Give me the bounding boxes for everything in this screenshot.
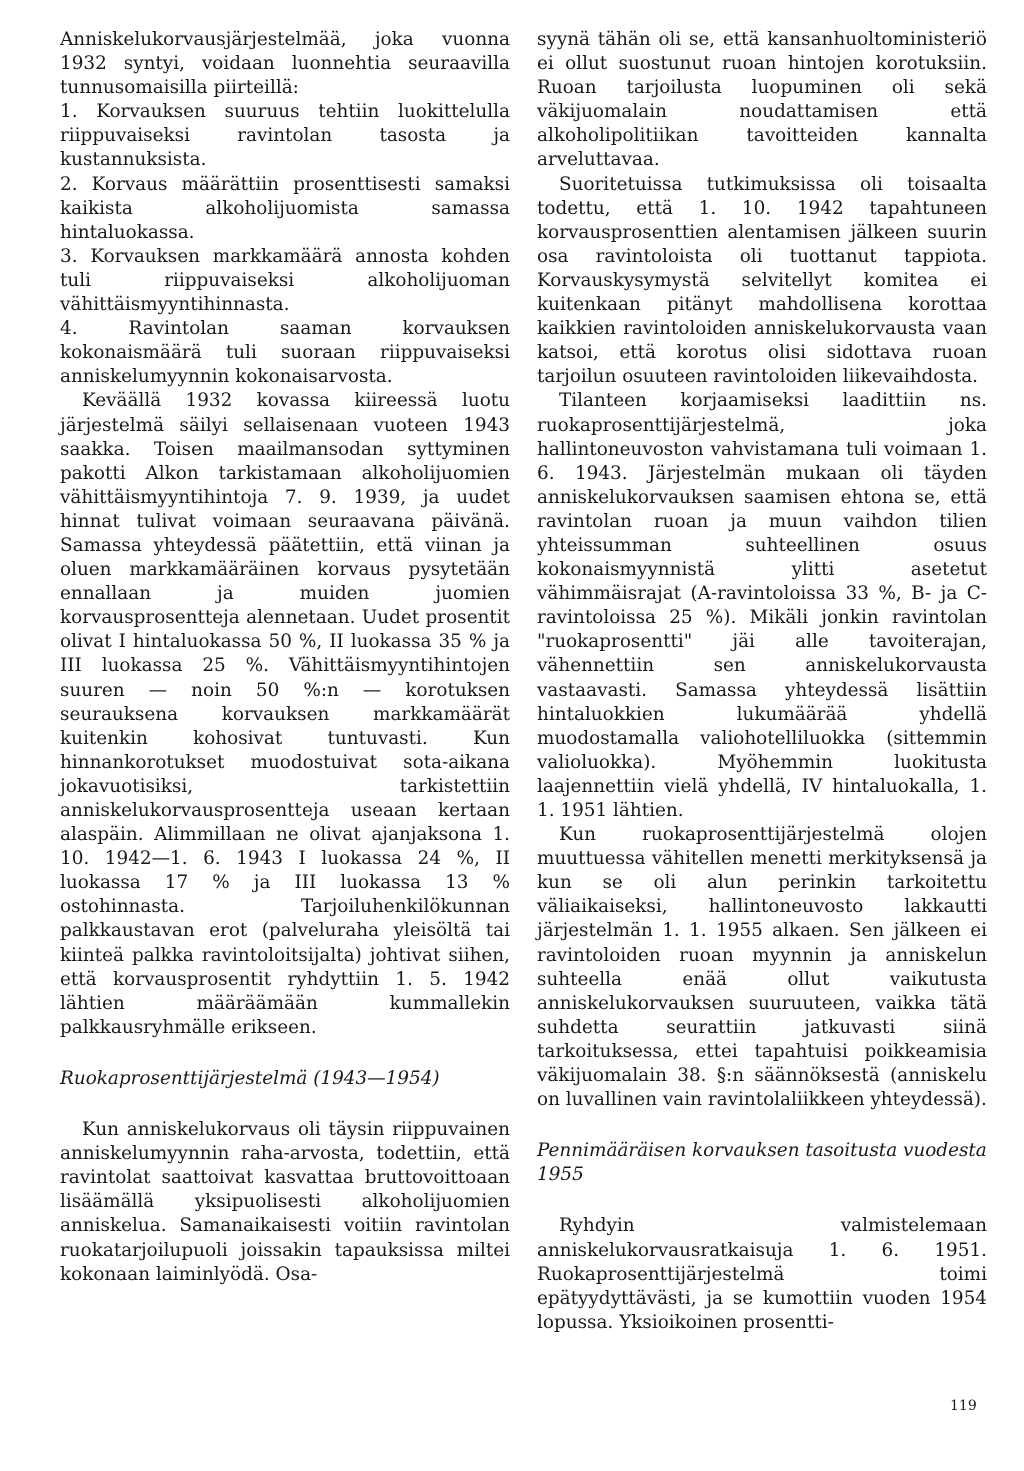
section-opening-paragraph: Kun anniskelukorvaus oli täysin riippuvainen anniskelumyynnin raha-arvosta, todettiin, että ravintolat saattoivat kasvattaa bruttovoittoaan lisäämällä yksipuolisesti alkoholijuomien anniskelua. Samanaikaisesti voitiin ravintolan ruokatarjoilupuoli joissakin tapauksissa miltei kokonaan laiminlyödä. Osa- <box>60 1119 510 1285</box>
system-paragraph: Tilanteen korjaamiseksi laadittiin ns. ruokaprosenttijärjestelmä, joka hallintoneuvoston vahvistamana tuli voimaan 1. 6. 1943. Järjestelmän mukaan oli täyden anniskelukorvauksen saamisen ehtona se, että ravintolan ruoan ja muun vaihdon tilien yhteissumman suhteellinen osuus kokonaismyynnistä ylitti asetetut vähimmäisrajat (A-ravintoloissa 33 %, B- ja C-ravintoloissa 25 %). Mikäli jonkin ravintolan "ruokaprosentti" jäi alle tavoiterajan, vähennettiin sen anniskelukorvausta vastaavasti. Samassa yhteydessä lisättiin hintaluokkien lukumäärää yhdellä muodostamalla valiohotelliluokka (sittemmin valioluokka). Myöhemmin luokitusta laajennettiin vielä yhdellä, IV hintaluokalla, 1. 1. 1951 lähtien. <box>537 390 987 821</box>
right-column <box>537 28 987 1335</box>
list-item-1: 1. Korvauksen suuruus tehtiin luokittelulla riippuvaiseksi ravintolan tasosta ja kustannuksista. <box>60 101 510 171</box>
section-heading-ruokaprosentti: Ruokaprosenttijärjestelmä (1943—1954) <box>60 1067 440 1089</box>
page-number: 119 <box>950 1398 977 1414</box>
spring-1932-paragraph: Keväällä 1932 kovassa kiireessä luotu järjestelmä säilyi sellaisenaan vuoteen 1943 saakka. Toisen maailmansodan syttyminen pakotti Alkon tarkistamaan alkoholijuomien vähittäismyyntihintoja 7. 9. 1939, ja uudet hinnat tulivat voimaan seuraavana päivänä. Samassa yhteydessä päätettiin, että viinan ja oluen markkamääräinen korvaus pysytetään ennallaan ja muiden juomien korvausprosentteja alennetaan. Uudet prosentit olivat I hintaluokassa 50 %, II luokassa 35 % ja III luokassa 25 %. Vähittäismyyntihintojen suuren — noin 50 %:n — korotuksen seurauksena korvauksen markkamäärät kuitenkin kohosivat tuntuvasti. Kun hinnankorotukset muodostuivat sota-aikana jokavuotisiksi, tarkistettiin anniskelukorvausprosentteja useaan kertaan alaspäin. Alimmillaan ne olivat ajanjaksona 1. 10. 1942—1. 6. 1943 I luokassa 24 %, II luokassa 17 % ja III luokassa 13 % ostohinnasta. Tarjoiluhenkilökunnan palkkaustavan erot (palveluraha yleisöltä tai kiinteä palkka ravintoloitsijalta) johtivat siihen, että korvausprosentit ryhdyttiin 1. 5. 1942 lähtien määräämään kummallekin palkkausryhmälle erikseen. <box>60 390 510 1038</box>
abolished-paragraph: Kun ruokaprosenttijärjestelmä olojen muuttuessa vähitellen menetti merkityksensä ja kun se oli alun perinkin tarkoitettu väliaikaiseksi, hallintoneuvosto lakkautti järjestelmän 1. 1. 1955 alkaen. Sen jälkeen ei ravintoloiden ruoan myynnin ja anniskelun suhteella enää ollut vaikutusta anniskelukorvauksen suuruuteen, vaikka tätä suhdetta seurattiin jatkuvasti siinä tarkoituksessa, ettei tapahtuisi poikkeamisia väkijuomalain 38. §:n säännöksestä (anniskelu on luvallinen vain ravintolaliikkeen yhteydessä). <box>537 824 987 1111</box>
list-item-2: 2. Korvaus määrättiin prosenttisesti samaksi kaikista alkoholijuomista samassa hintaluokassa. <box>60 173 510 243</box>
left-column <box>60 28 510 1287</box>
intro-paragraph: Anniskelukorvausjärjestelmää, joka vuonna 1932 syntyi, voidaan luonnehtia seuraavilla tunnusomaisilla piirteillä: <box>60 29 510 99</box>
final-paragraph: Ryhdyin valmistelemaan anniskelukorvausratkaisuja 1. 6. 1951. Ruokaprosenttijärjestelmä toimi epätyydyttävästi, ja se kumottiin vuoden 1954 lopussa. Yksioikoinen prosentti- <box>537 1215 987 1333</box>
list-item-3: 3. Korvauksen markkamäärä annosta kohden tuli riippuvaiseksi alkoholijuoman vähittäismyyntihinnasta. <box>60 245 510 316</box>
continued-paragraph: syynä tähän oli se, että kansanhuoltoministeriö ei ollut suostunut ruoan hintojen korotuksiin. Ruoan tarjoilusta luopuminen oli sekä väkijuomalain noudattamisen että alkoholipolitiikan tavoitteiden kannalta arveluttavaa. <box>537 29 987 171</box>
studies-paragraph: Suoritetuissa tutkimuksissa oli toisaalta todettu, että 1. 10. 1942 tapahtuneen korvausprosenttien alentamisen jälkeen suurin osa ravintoloista oli tuottanut tappiota. Korvauskysymystä selvitellyt komitea ei kuitenkaan pitänyt mahdollisena korottaa kaikkien ravintoloiden anniskelukorvausta vaan katsoi, että korotus olisi sidottava ruoan tarjoilun osuuteen ravintoloiden liikevaihdosta. <box>537 173 987 388</box>
section-heading-pennimaarainen: Pennimääräisen korvauksen tasoitusta vuodesta 1955 <box>537 1140 987 1186</box>
list-item-4: 4. Ravintolan saaman korvauksen kokonaismäärä tuli suoraan riippuvaiseksi anniskelumyynnin kokonaisarvosta. <box>60 318 510 388</box>
